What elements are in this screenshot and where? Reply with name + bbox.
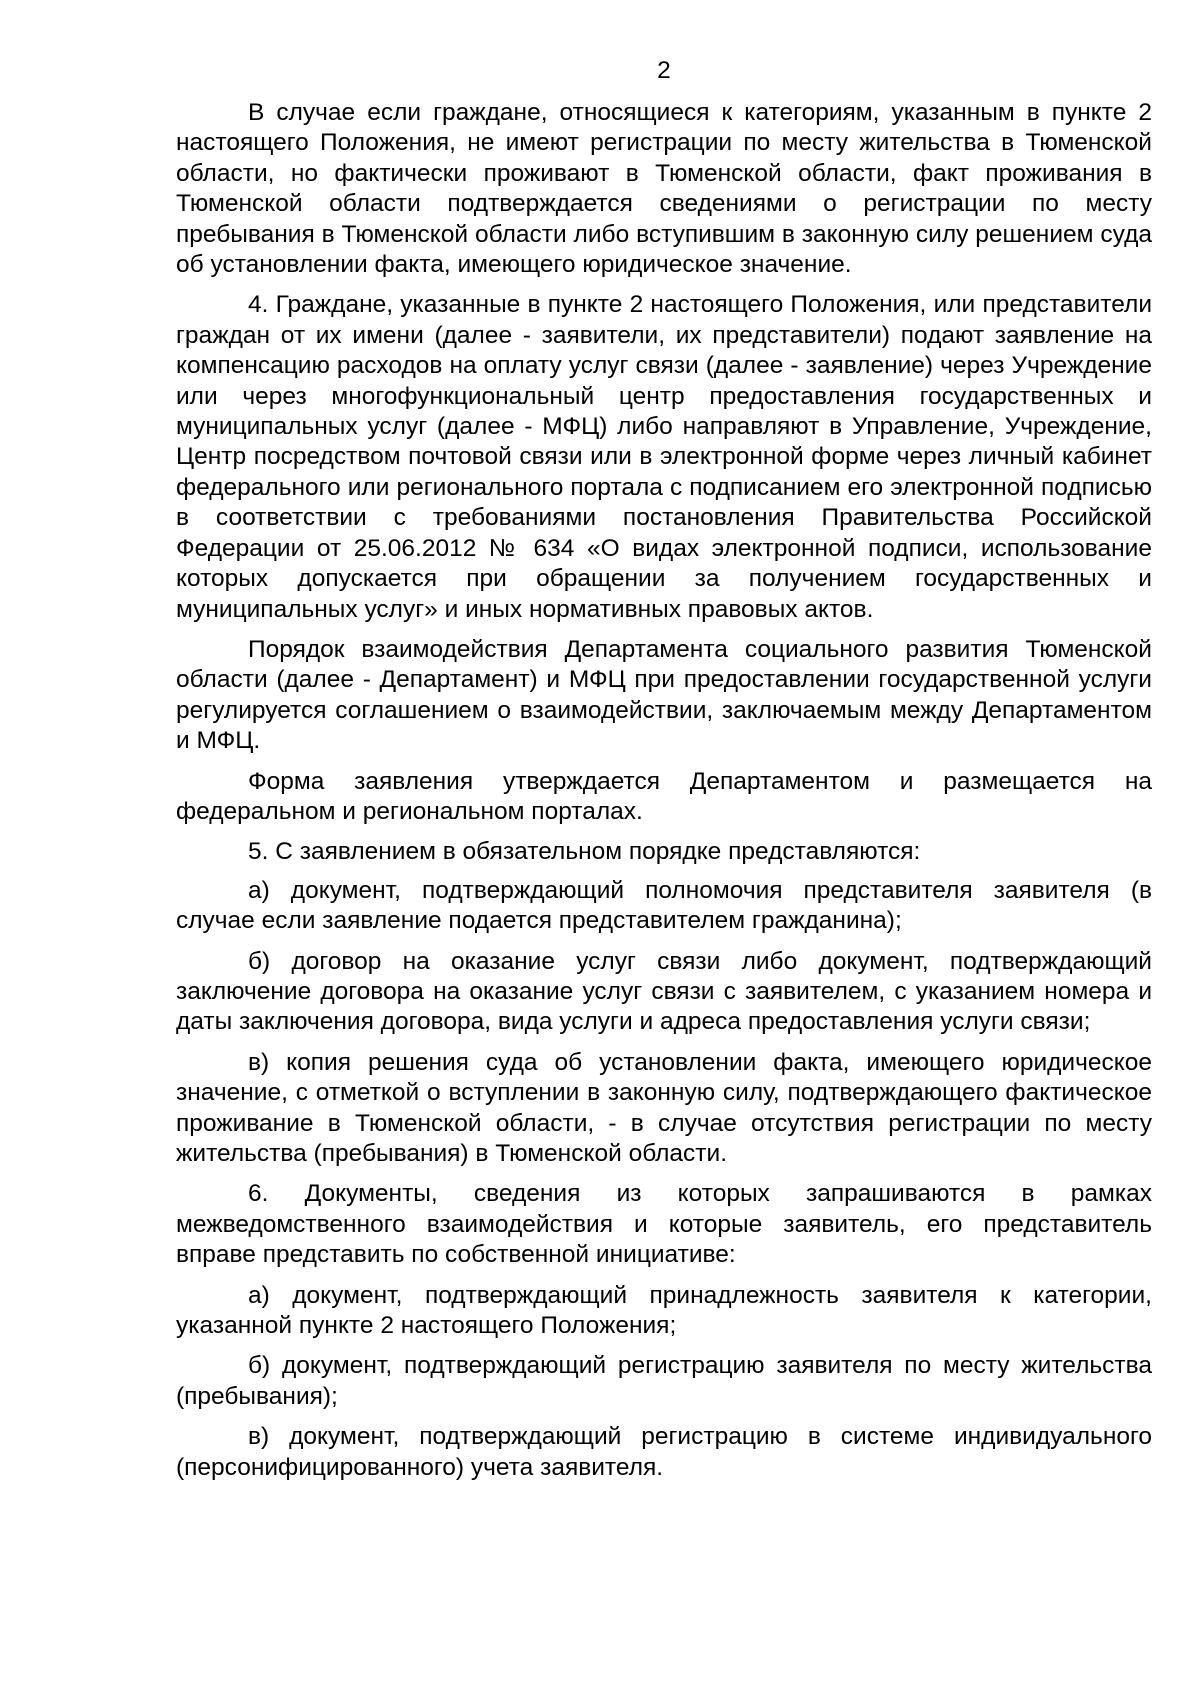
paragraph-5-required-documents: 5. С заявлением в обязательном порядке представляются: bbox=[248, 838, 921, 866]
paragraph-5b-service-contract: б) договор на оказание услуг связи либо документ, подтверждающий заключение договора на оказание услуг связи с заявителем, с указанием номера и даты заключения договора, вида услуги и адреса предоставления услуги связи; bbox=[176, 947, 1152, 1036]
paragraph-interaction-procedure: Порядок взаимодействия Департамента социального развития Тюменской области (далее - Департамент) и МФЦ при предоставлении государственной услуги регулируется соглашением о взаимодействии, заключаемым между Департаментом и МФЦ. bbox=[176, 635, 1152, 755]
paragraph-6b-registration-document: б) документ, подтверждающий регистрацию заявителя по месту жительства (пребывания); bbox=[176, 1352, 1152, 1410]
paragraph-4-application-submission: 4. Граждане, указанные в пункте 2 настоящего Положения, или представители граждан от их имени (далее - заявители, их представители) подают заявление на компенсацию расходов на оплату услуг связи (далее - заявление) через Учреждение или через многофункциональный центр предоставления государственных и муниципальных услуг (далее - МФЦ) либо направляют в Управление, Учреждение, Центр посредством почтовой связи или в электронной форме через личный кабинет федерального или регионального портала с подписанием его электронной подписью в соответствии с требованиями постановления Правительства Российской Федерации от 25.06.2012 № 634 «О видах электронной подписи, использование которых допускается при обращении за получением государственных и муниципальных услуг» и иных нормативных правовых актов. bbox=[176, 291, 1152, 623]
paragraph-5v-court-decision: в) копия решения суда об установлении факта, имеющего юридическое значение, с отметкой о вступлении в законную силу, подтверждающего фактическое проживание в Тюменской области, - в случае отсутствия регистрации по месту жительства (пребывания) в Тюменской области. bbox=[176, 1048, 1152, 1167]
paragraph-6-interagency-documents: 6. Документы, сведения из которых запрашиваются в рамках межведомственного взаимодействия и которые заявитель, его представитель вправе представить по собственной инициативе: bbox=[176, 1180, 1152, 1269]
paragraph-application-form: Форма заявления утверждается Департаментом и размещается на федеральном и региональном порталах. bbox=[176, 767, 1152, 825]
paragraph-6v-personal-account-document: в) документ, подтверждающий регистрацию в системе индивидуального (персонифицированного) учета заявителя. bbox=[176, 1423, 1152, 1481]
paragraph-5a-authority-document: а) документ, подтверждающий полномочия представителя заявителя (в случае если заявление подается представителем гражданина); bbox=[176, 876, 1152, 935]
paragraph-residence-fact: В случае если граждане, относящиеся к категориям, указанным в пункте 2 настоящего Положения, не имеют регистрации по месту жительства в Тюменской области, но фактически проживают в Тюменской области, факт проживания в Тюменской области подтверждается сведениями о регистрации по месту пребывания в Тюменской области либо вступившим в законную силу решением суда об установлении факта, имеющего юридическое значение. bbox=[176, 99, 1152, 279]
paragraph-6a-category-document: а) документ, подтверждающий принадлежность заявителя к категории, указанной пункте 2 настоящего Положения; bbox=[176, 1281, 1152, 1340]
page-number: 2 bbox=[657, 57, 671, 84]
